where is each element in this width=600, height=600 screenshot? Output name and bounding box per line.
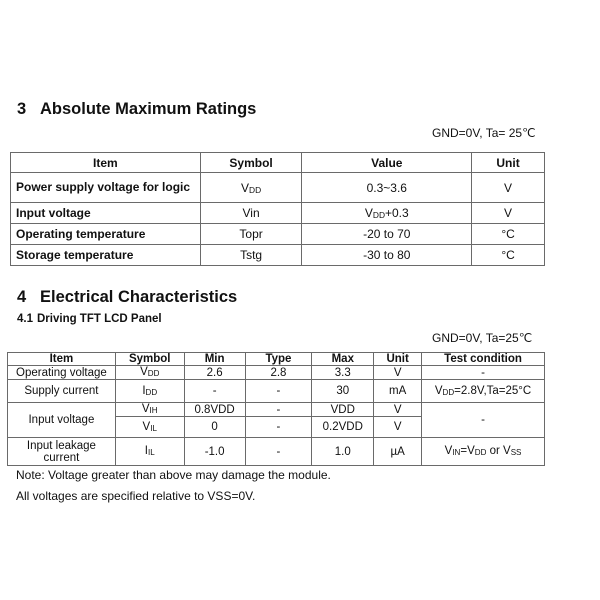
cell-type: - <box>245 438 312 466</box>
header-symbol: Symbol <box>200 153 302 173</box>
cell-item: Storage temperature <box>11 245 201 266</box>
symbol-main: V <box>142 420 151 433</box>
test-v: V <box>434 384 443 397</box>
cell-unit: °C <box>472 245 545 266</box>
cell-unit: µA <box>374 438 422 466</box>
cell-unit: V <box>472 173 545 203</box>
cell-max: 0.2VDD <box>312 417 374 438</box>
cell-item: Operating voltage <box>8 366 116 380</box>
cell-item: Input voltage <box>11 203 201 224</box>
header-symbol: Symbol <box>115 353 184 366</box>
value-main: V <box>364 206 373 220</box>
section-4-condition: GND=0V, Ta=25℃ <box>432 331 533 345</box>
cell-symbol <box>200 173 302 203</box>
section-3-heading <box>17 100 256 119</box>
cell-max: 1.0 <box>312 438 374 466</box>
cell-symbol: Topr <box>200 224 302 245</box>
cell-test-condition: - <box>422 403 545 438</box>
header-item: Item <box>11 153 201 173</box>
header-value: Value <box>302 153 472 173</box>
cell-test-condition <box>422 380 545 403</box>
cell-test-condition: - <box>422 366 545 380</box>
cell-type: - <box>245 403 312 417</box>
note-line-1: Note: Voltage greater than above may damage the module. <box>16 468 331 482</box>
table-header-row <box>11 153 545 173</box>
cell-type: 2.8 <box>245 366 312 380</box>
table-row <box>11 203 545 224</box>
value-sub: DD <box>372 210 385 220</box>
cell-item: Supply current <box>8 380 116 403</box>
table-row <box>11 173 545 203</box>
cell-max: 30 <box>312 380 374 403</box>
table-header-row <box>8 353 545 366</box>
symbol-sub: DD <box>145 387 158 397</box>
table-row <box>8 380 545 403</box>
cell-item: Input leakage current <box>8 438 116 466</box>
header-test-condition: Test condition <box>422 353 545 366</box>
header-unit: Unit <box>374 353 422 366</box>
cell-unit: V <box>472 203 545 224</box>
symbol-main: V <box>241 180 250 195</box>
symbol-main: V <box>141 403 150 415</box>
cell-value: 0.3~3.6 <box>302 173 472 203</box>
symbol-main: I <box>142 384 146 397</box>
cell-min: - <box>184 380 245 403</box>
subsection-title: Driving TFT LCD Panel <box>37 313 162 325</box>
section-title: Absolute Maximum Ratings <box>40 100 257 118</box>
header-unit: Unit <box>472 153 545 173</box>
symbol-sub: IH <box>149 406 158 415</box>
cell-unit: V <box>374 403 422 417</box>
section-number: 3 <box>17 100 27 118</box>
section-3-condition: GND=0V, Ta= 25℃ <box>432 126 536 140</box>
test-a-sub: IN <box>452 448 461 457</box>
header-max: Max <box>312 353 374 366</box>
header-item: Item <box>8 353 116 366</box>
value-tail: +0.3 <box>385 206 409 220</box>
table-row <box>8 403 545 417</box>
section-title: Electrical Characteristics <box>40 288 238 306</box>
note-line-2: All voltages are specified relative to VSS=0V. <box>16 489 256 503</box>
symbol-main: I <box>144 445 148 457</box>
absolute-maximum-ratings-table <box>10 152 545 266</box>
subsection-number: 4.1 <box>17 313 33 325</box>
cell-symbol <box>115 438 184 466</box>
section-4-heading <box>17 288 237 307</box>
cell-unit: mA <box>374 380 422 403</box>
cell-min: 2.6 <box>184 366 245 380</box>
header-min: Min <box>184 353 245 366</box>
cell-test-condition <box>422 438 545 466</box>
test-sub: DD <box>442 387 455 397</box>
symbol-sub: DD <box>249 184 262 195</box>
cell-value: -30 to 80 <box>302 245 472 266</box>
cell-max: 3.3 <box>312 366 374 380</box>
symbol-sub: IL <box>147 448 155 457</box>
cell-symbol <box>115 417 184 438</box>
table-row <box>11 245 545 266</box>
cell-symbol: Tstg <box>200 245 302 266</box>
symbol-sub: IL <box>150 423 157 433</box>
cell-value: -20 to 70 <box>302 224 472 245</box>
cell-symbol: Vin <box>200 203 302 224</box>
cell-symbol <box>115 403 184 417</box>
table-row <box>8 438 545 466</box>
test-c: or V <box>486 445 511 457</box>
table-row <box>11 224 545 245</box>
header-type: Type <box>245 353 312 366</box>
cell-min: 0 <box>184 417 245 438</box>
cell-symbol <box>115 366 184 380</box>
test-b: =V <box>460 445 475 457</box>
cell-item: Power supply voltage for logic <box>11 173 201 203</box>
cell-type: - <box>245 417 312 438</box>
cell-unit: V <box>374 417 422 438</box>
subsection-4-1-heading <box>17 313 162 325</box>
cell-value <box>302 203 472 224</box>
test-b-sub: DD <box>474 448 487 457</box>
table-row <box>8 366 545 380</box>
cell-min: -1.0 <box>184 438 245 466</box>
cell-max: VDD <box>312 403 374 417</box>
cell-min: 0.8VDD <box>184 403 245 417</box>
test-c-sub: SS <box>510 448 522 457</box>
cell-symbol <box>115 380 184 403</box>
section-number: 4 <box>17 288 27 306</box>
cell-unit: °C <box>472 224 545 245</box>
electrical-characteristics-table <box>7 352 545 466</box>
cell-type: - <box>245 380 312 403</box>
symbol-sub: DD <box>147 369 160 378</box>
cell-unit: V <box>374 366 422 380</box>
cell-item: Operating temperature <box>11 224 201 245</box>
test-a: V <box>444 445 453 457</box>
cell-item: Input voltage <box>8 403 116 438</box>
symbol-main: V <box>140 366 148 378</box>
test-tail: =2.8V,Ta=25°C <box>454 384 532 397</box>
